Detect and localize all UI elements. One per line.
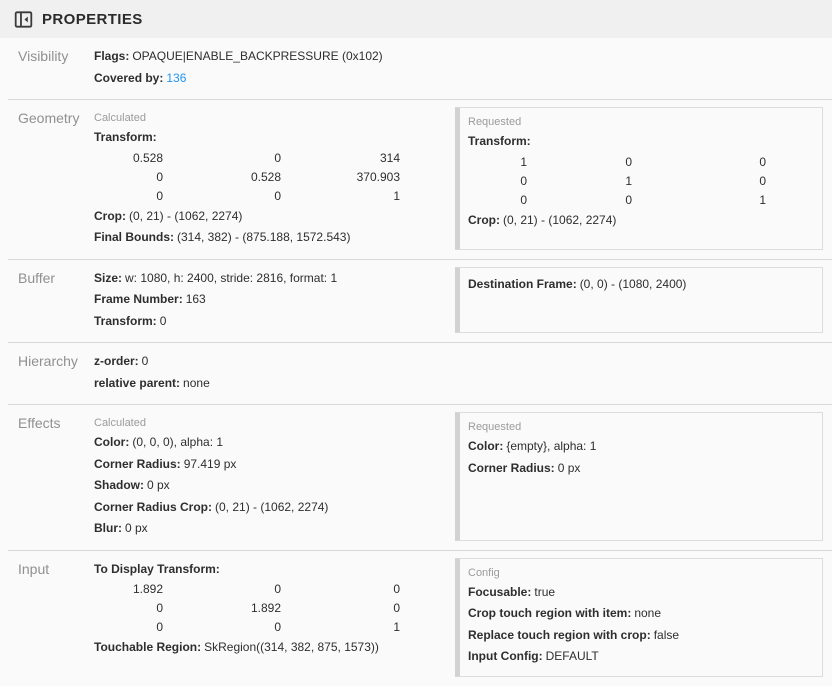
section-hierarchy	[0, 343, 832, 404]
input-config-box	[455, 558, 823, 677]
calculated-tag: Calculated	[94, 112, 146, 124]
section-buffer	[0, 260, 832, 343]
flags-row: Flags: OPAQUE|ENABLE_BACKPRESSURE (0x102)	[94, 49, 383, 63]
shadow-row: Shadow: 0 px	[94, 478, 170, 492]
relative-parent-row: relative parent: none	[94, 375, 210, 390]
requested-tag: Requested	[468, 116, 522, 128]
covered-by-link[interactable]: 136	[166, 70, 187, 85]
config-tag: Config	[468, 566, 500, 579]
replace-touch-region-row: Replace touch region with crop: false	[468, 627, 680, 642]
z-order-row: z-order: 0	[94, 354, 149, 368]
section-input	[0, 551, 832, 686]
size-row: Size: w: 1080, h: 2400, stride: 2816, format: 1	[94, 270, 338, 285]
input-config-wrap	[455, 551, 823, 686]
transform-label: Transform:	[94, 130, 157, 144]
geometry-requested-box	[455, 107, 823, 250]
corner-radius-row: Corner Radius: 97.419 px	[94, 456, 237, 471]
blur-row: Blur: 0 px	[94, 521, 148, 535]
buffer-requested-wrap	[455, 260, 823, 343]
covered-by-row: Covered by: 136	[94, 70, 187, 85]
effects-requested-box	[455, 412, 823, 541]
buffer-requested-box	[455, 267, 823, 334]
destination-frame-row: Destination Frame: (0, 0) - (1080, 2400)	[468, 276, 687, 291]
section-geometry	[0, 100, 832, 259]
section-label-effects: Effects	[18, 415, 61, 431]
transform-label: Transform:	[468, 134, 531, 148]
crop-touch-region-row: Crop touch region with item: none	[468, 606, 662, 620]
hierarchy-content	[94, 343, 823, 404]
final-bounds-row: Final Bounds: (314, 382) - (875.188, 1572.543)	[94, 230, 351, 244]
focusable-row: Focusable: true	[468, 584, 556, 599]
input-config-row: Input Config: DEFAULT	[468, 649, 599, 663]
section-effects	[0, 405, 832, 550]
color-row: Color: {empty}, alpha: 1	[468, 439, 597, 453]
page-title: PROPERTIES	[42, 10, 143, 28]
effects-calculated	[94, 405, 455, 550]
panel-split-icon	[14, 10, 33, 29]
section-label-visibility: Visibility	[18, 48, 69, 64]
geometry-requested-wrap	[455, 100, 823, 259]
frame-number-row: Frame Number: 163	[94, 292, 206, 306]
crop-row: Crop: (0, 21) - (1062, 2274)	[94, 208, 243, 223]
section-label-hierarchy: Hierarchy	[18, 353, 78, 369]
section-label-input: Input	[18, 560, 50, 577]
transform-matrix: 0.528 0 314 0 0.528 370.903 0 0 1	[132, 150, 400, 203]
properties-header	[0, 0, 832, 38]
color-row: Color: (0, 0, 0), alpha: 1	[94, 435, 224, 449]
requested-tag: Requested	[468, 421, 522, 433]
transform-matrix: 1 0 0 0 1 0 0 0 1	[520, 154, 766, 207]
calculated-tag: Calculated	[94, 417, 146, 429]
touchable-region-row: Touchable Region: SkRegion((314, 382, 875, 1573))	[94, 640, 379, 654]
to-display-transform-matrix: 1.892 0 0 0 1.892 0 0 0 1	[132, 582, 400, 634]
section-visibility	[0, 38, 832, 99]
crop-row: Crop: (0, 21) - (1062, 2274)	[468, 212, 617, 227]
geometry-calculated	[94, 100, 455, 259]
section-label-buffer: Buffer	[18, 269, 56, 286]
corner-radius-row: Corner Radius: 0 px	[468, 460, 581, 475]
buffer-content	[94, 260, 455, 343]
effects-requested-wrap	[455, 405, 823, 550]
transform-row: Transform: 0	[94, 313, 167, 328]
visibility-content	[94, 38, 823, 99]
section-label-geometry: Geometry	[18, 110, 80, 126]
to-display-transform-label: To Display Transform:	[94, 561, 220, 576]
corner-radius-crop-row: Corner Radius Crop: (0, 21) - (1062, 2274)	[94, 499, 329, 514]
input-content	[94, 551, 455, 686]
